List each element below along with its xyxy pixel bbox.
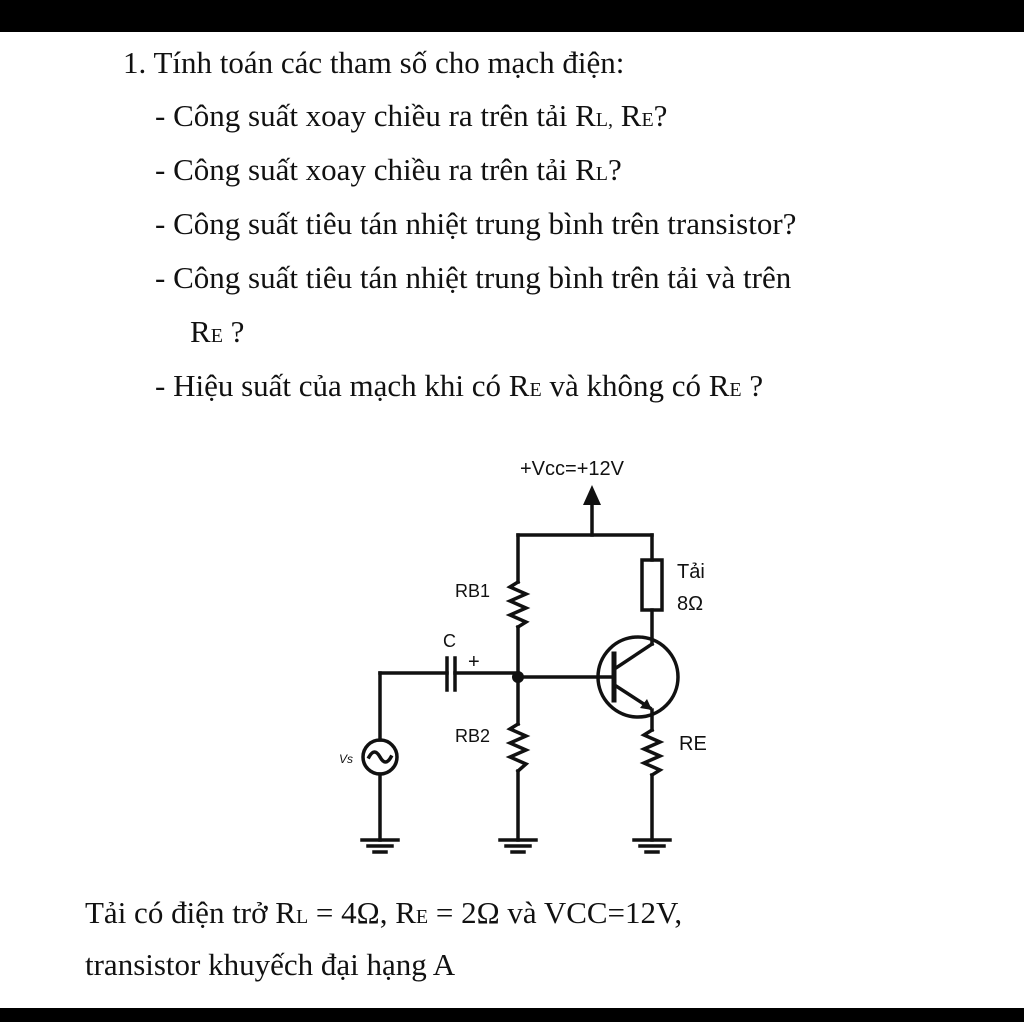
bullet-efficiency: - Hiệu suất của mạch khi có RE và không có RE ?	[155, 368, 764, 403]
source-label: Vs	[339, 752, 354, 766]
question-heading: 1. Tính toán các tham số cho mạch điện:	[123, 45, 625, 80]
rb2-label: RB2	[455, 726, 491, 746]
bullet-transistor-dissipation: - Công suất tiêu tán nhiệt trung bình trên transistor?	[155, 206, 797, 241]
footer-line-2: transistor khuyếch đại hạng A	[85, 947, 456, 982]
load-resistor-icon	[642, 560, 662, 610]
vcc-label: +Vcc=+12V	[520, 458, 624, 480]
rb2-resistor-icon	[510, 724, 526, 771]
sine-icon	[369, 752, 391, 762]
rb1-label: RB1	[455, 581, 491, 601]
vcc-arrow-icon	[583, 485, 601, 505]
bullet-ac-power-rl-re: - Công suất xoay chiều ra trên tải RL, RE?	[155, 98, 668, 133]
bullet-load-dissipation-cont: RE ?	[190, 314, 245, 349]
base-junction-dot	[512, 671, 524, 683]
rb1-resistor-icon	[510, 582, 526, 627]
bullet-load-dissipation: - Công suất tiêu tán nhiệt trung bình trên tải và trên	[155, 260, 792, 295]
re-resistor-icon	[644, 730, 660, 775]
capacitor-label: C	[443, 631, 456, 651]
bullet-ac-power-rl: - Công suất xoay chiều ra trên tải RL?	[155, 152, 622, 187]
load-value-label: 8Ω	[677, 593, 704, 615]
footer-line-1: Tải có điện trở RL = 4Ω, RE = 2Ω và VCC=12V,	[85, 895, 683, 930]
capacitor-plus-label: +	[468, 651, 480, 673]
transistor-collector-lead	[616, 644, 652, 668]
re-label: RE	[679, 733, 707, 755]
load-title-label: Tải	[677, 561, 705, 583]
